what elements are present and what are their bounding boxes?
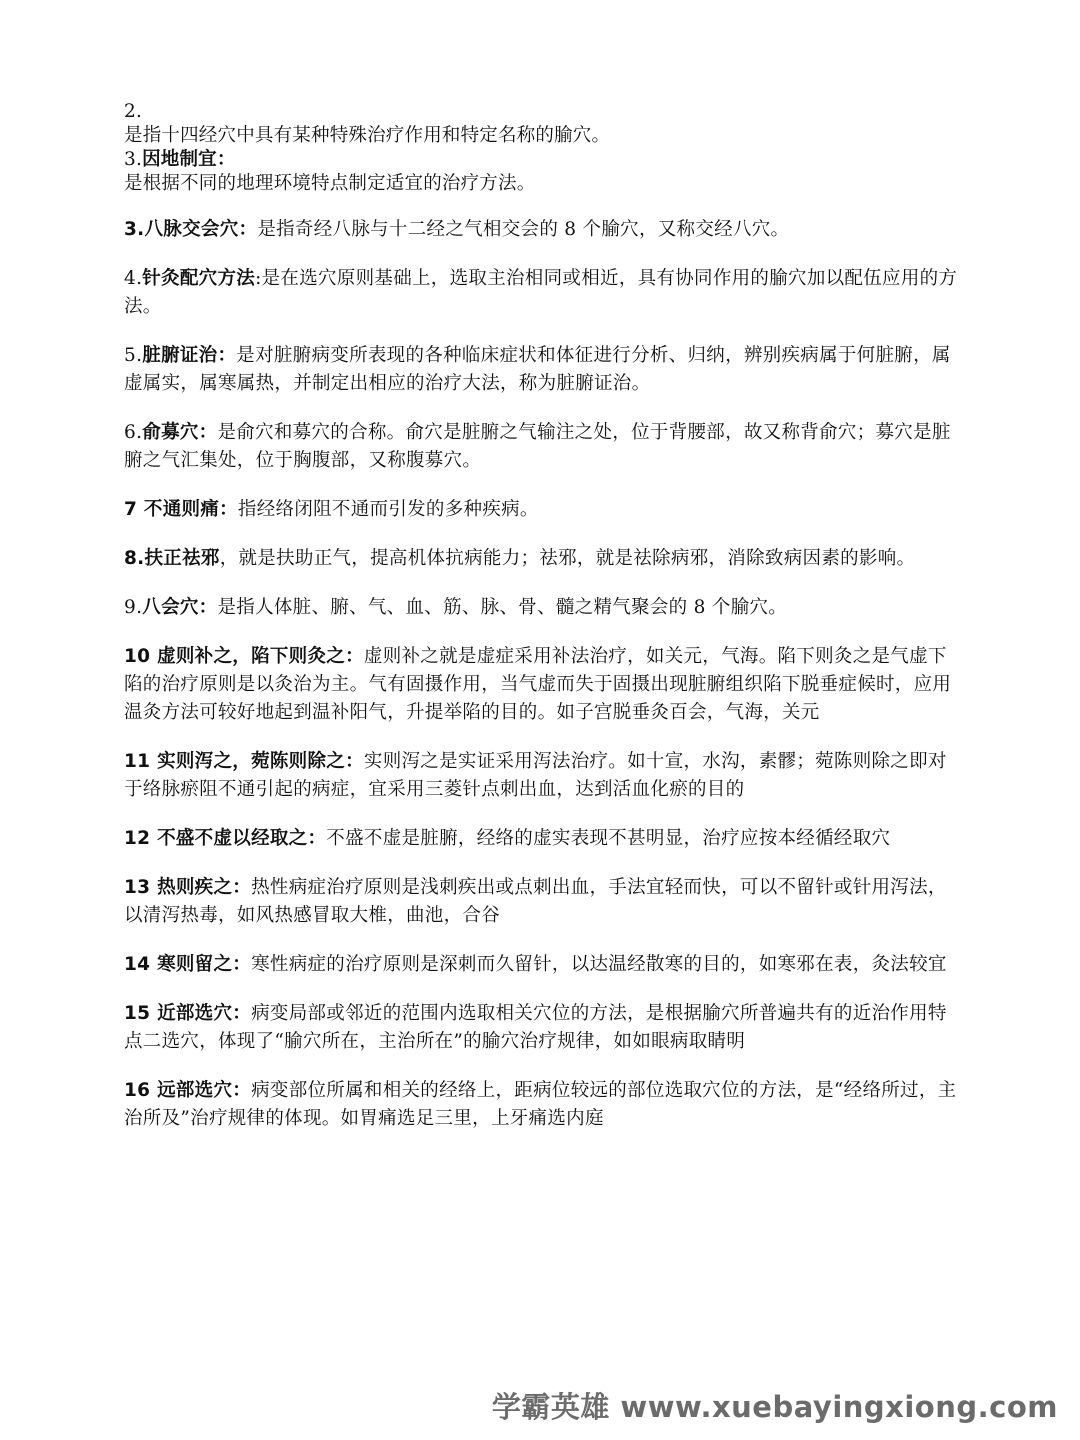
entry-term: 13 热则疾之： — [124, 877, 252, 898]
item-2-definition: 是指十四经穴中具有某种特殊治疗作用和特定名称的腧穴。 — [124, 125, 611, 146]
entry-jinbu-xuanxue — [124, 1000, 964, 1056]
entry-term: 16 远部选穴： — [124, 1080, 252, 1101]
entry-shize-xiezhi — [124, 748, 964, 804]
entry-text: ，就是扶助正气，提高机体抗病能力；祛邪，就是祛除病邪，消除致病因素的影响。 — [219, 548, 916, 569]
item-3-definition: 是根据不同的地理环境特点制定适宜的治疗方法。 — [124, 173, 536, 194]
entry-term: 8.扶正祛邪 — [124, 548, 220, 569]
entry-yuanbu-xuanxue — [124, 1077, 964, 1133]
entry-term: 7 不通则痛： — [124, 499, 238, 520]
entry-text: 热性病症治疗原则是浅刺疾出或点刺出血，手法宜轻而快，可以不留针或针用泻法，以清泻热毒，如风热感冒取大椎，曲池，合谷 — [124, 877, 947, 926]
document-body — [124, 100, 964, 1154]
entry-text: :是在选穴原则基础上，选取主治相同或相近，具有协同作用的腧穴加以配伍应用的方法。 — [124, 268, 958, 317]
site-watermark: 学霸英雄 www.xuebayingxiong.com — [491, 1390, 1058, 1424]
item-3-term: 因地制宜： — [142, 149, 236, 170]
entry-term: 八会穴： — [142, 597, 218, 618]
entry-text: 病变局部或邻近的范围内选取相关穴位的方法，是根据腧穴所普遍共有的近治作用特点二选穴，体现了“腧穴所在，主治所在”的腧穴治疗规律，如如眼病取睛明 — [124, 1003, 947, 1052]
entry-reze-jizhi — [124, 874, 964, 930]
entry-text: 是对脏腑病变所表现的各种临床症状和体征进行分析、归纳，辨别疾病属于何脏腑，属虚属实，属寒属热，并制定出相应的治疗大法，称为脏腑证治。 — [124, 345, 951, 394]
entry-term: 针灸配穴方法 — [142, 268, 256, 289]
entry-text: 指经络闭阻不通而引发的多种疾病。 — [237, 499, 539, 520]
entry-text: 寒性病症的治疗原则是深刺而久留针，以达温经散寒的目的，如寒邪在表，灸法较宜 — [251, 954, 947, 975]
entry-term: 14 寒则留之： — [124, 954, 252, 975]
entry-hanze-liuzhi — [124, 951, 964, 979]
entry-bamai-jiaohui — [124, 216, 964, 244]
entry-text: 实则泻之是实证采用泻法治疗。如十宣，水沟，素髎；菀陈则除之即对于络脉瘀阻不通引起的病症，宜采用三菱针点刺出血，达到活血化瘀的目的 — [124, 751, 947, 800]
entry-busheng-buxu — [124, 825, 964, 853]
entry-term: 15 近部选穴： — [124, 1003, 252, 1024]
entry-term: 11 实则泻之，菀陈则除之： — [124, 751, 364, 772]
entry-peixue-fangfa — [124, 265, 964, 321]
entry-xuze-buzhi — [124, 643, 964, 727]
entry-text: 是指奇经八脉与十二经之气相交会的 8 个腧穴，又称交经八穴。 — [257, 219, 790, 240]
entry-number: 4. — [124, 268, 143, 289]
entry-butong-zetong — [124, 496, 964, 524]
item-2-number: 2. — [124, 101, 143, 122]
entry-number: 9. — [124, 597, 143, 618]
entry-term: 10 虚则补之，陷下则灸之： — [124, 646, 364, 667]
entry-term: 脏腑证治： — [142, 345, 237, 366]
entry-number: 5. — [124, 345, 143, 366]
item-3-number: 3. — [124, 149, 143, 170]
entry-fuzheng-quxie — [124, 545, 964, 573]
entry-text: 是俞穴和募穴的合称。俞穴是脏腑之气输注之处，位于背腰部，故又称背俞穴；募穴是脏腑之气汇集处，位于胸腹部，又称腹募穴。 — [124, 422, 951, 471]
item-3-heading — [124, 148, 964, 172]
entry-zangfu-zhengzhi — [124, 342, 964, 398]
entry-text: 病变部位所属和相关的经络上，距病位较远的部位选取穴位的方法，是“经络所过，主治所及”治疗规律的体现。如胃痛选足三里，上牙痛选内庭 — [124, 1080, 957, 1129]
entry-term: 俞募穴： — [142, 422, 218, 443]
entry-term: 12 不盛不虚以经取之： — [124, 828, 327, 849]
entry-term: 3.八脉交会穴： — [124, 219, 258, 240]
entry-shu-mu-xue — [124, 419, 964, 475]
entry-number: 6. — [124, 422, 143, 443]
entry-text: 不盛不虚是脏腑，经络的虚实表现不甚明显，治疗应按本经循经取穴 — [326, 828, 891, 849]
entry-text: 虚则补之就是虚症采用补法治疗，如关元，气海。陷下则灸之是气虚下陷的治疗原则是以灸治为主。气有固摄作用，当气虚而失于固摄出现脏腑组织陷下脱垂症候时，应用温灸方法可较好地起到温补阳气，升提举陷的目的。如子宫脱垂灸百会，气海，关元 — [124, 646, 952, 723]
entry-bahui-xue — [124, 594, 964, 622]
entry-text: 是指人体脏、腑、气、血、筋、脉、骨、髓之精气聚会的 8 个腧穴。 — [217, 597, 788, 618]
